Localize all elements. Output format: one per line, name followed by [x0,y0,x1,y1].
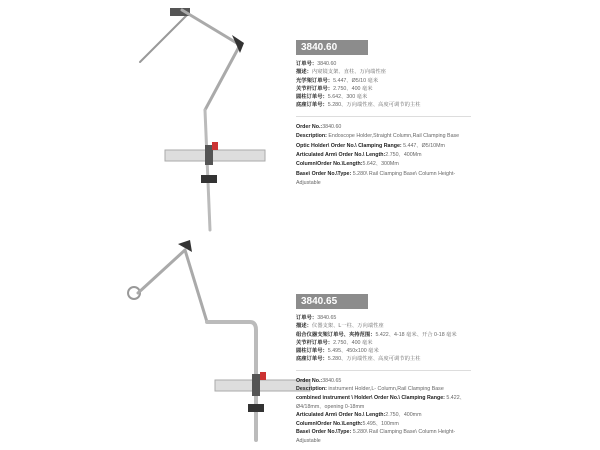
chinese-spec-line: 圆柱订单号：5.495、450x100 毫米 [296,348,379,355]
product-code-badge: 3840.65 [296,294,368,309]
instrument-holder-image [128,240,310,440]
chinese-spec-line: 底座订单号：5.280、万向端性座、高度可调节的主柱 [296,356,421,363]
english-spec-line: Description: Endoscope Holder,Straight Column,Rail Clamping Base [296,133,460,140]
english-spec-line: Articulated Arm\ Order No.\ Length:2.750、400Mm [296,152,422,158]
chinese-spec-line: 订单号：3840.60 [296,61,337,67]
chinese-spec-line: 订单号：3840.65 [296,315,337,321]
chinese-spec-line: 关节杆订单号：2.750、400 毫米 [296,85,373,92]
chinese-spec-line: 圆柱订单号：5.642、300 毫米 [296,94,368,101]
chinese-spec-line: 底座订单号：5.280、万向端性座、高度可调节的主柱 [296,102,421,109]
english-spec-line: Base\ Order No.\Type: 5.280\ Rail Clamping Base\ Column Height-Adjustable [296,429,456,444]
english-spec-line: Order No.:3840.60 [296,123,342,130]
endoscope-holder-image [140,8,265,230]
chinese-spec-line: 组合仪器支架订单号、夹持范围：5.422、4-18 毫米、开合 0-18 毫米 [296,331,457,338]
english-spec-line: Articulated Arm\ Order No.\ Length:2.750、400mm [296,412,422,419]
english-spec-line: Base\ Order No.\Type: 5.280\ Rail Clamping Base\ Column Height-Adjustable [296,170,456,187]
chinese-spec-line: 关节杆订单号：2.750、400 毫米 [296,339,373,346]
english-spec-line: combined instrument \ Holder\ Order No.\ Clamping Range: 5.422、Ø4/18mm、opening 0-18mm [296,394,465,410]
english-spec-line: Order No.:3840.65 [296,377,342,384]
product-3840-60 [296,40,496,189]
english-spec-line: Optic Holder\ Order No.\ Clamping Range: 5.447、Ø5/10Mm [296,142,445,149]
product-3840-65 [296,294,496,446]
divider [296,116,471,117]
chinese-spec-line: 描述：仪器支架、L一柱、万向端性座 [296,323,384,330]
product-code-badge: 3840.60 [296,40,368,55]
english-spec-line: Column\Order No.\Length:5.495、100mm [296,420,399,427]
chinese-spec-line: 光学架订单号：5.447、Ø5/10 毫米 [296,77,379,84]
divider [296,370,471,371]
chinese-spec-line: 描述：内窥镜支架、直柱、万向端性座 [296,69,387,76]
english-spec-line: Column\Order No.\Length:5.642、300Mm [296,161,399,168]
english-spec-line: Description: instrument Holder,L- Column,Rail Clamping Base [296,386,444,393]
